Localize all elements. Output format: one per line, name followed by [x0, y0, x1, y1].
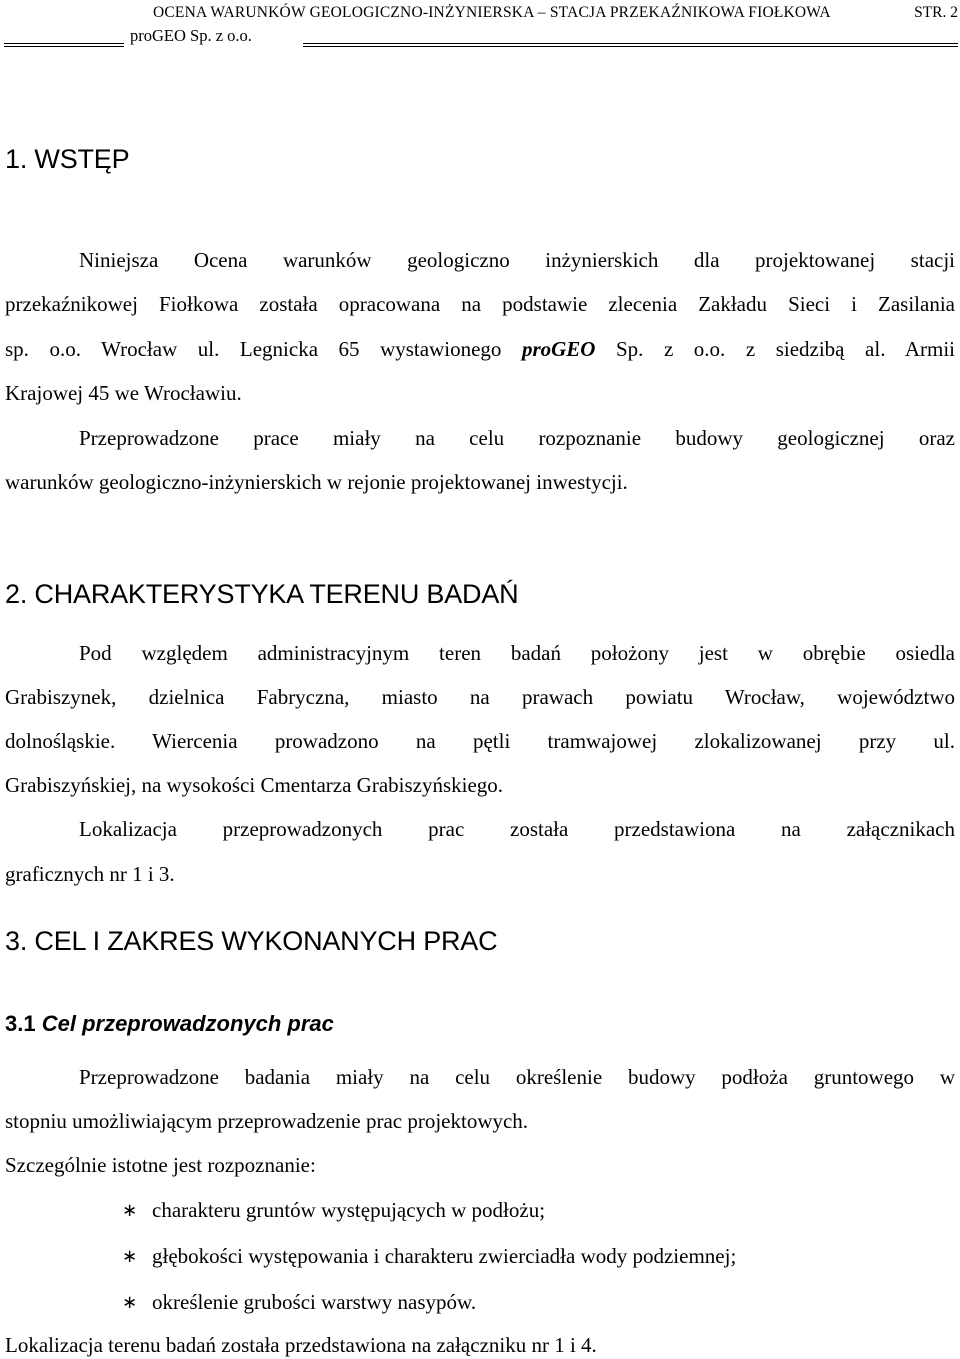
paragraph-line: warunków geologiczno-inżynierskich w rejonie projektowanej inwestycji. — [5, 470, 628, 494]
page-number: STR. 2 — [914, 4, 958, 21]
paragraph-line: Przeprowadzone prace miały na celu rozpoznanie budowy geologicznej oraz — [79, 426, 955, 450]
paragraph-line: Krajowej 45 we Wrocławiu. — [5, 381, 242, 405]
paragraph-line: sp. o.o. Wrocław ul. Legnicka 65 wystawionego proGEO Sp. z o.o. z siedzibą al. Armii — [5, 337, 955, 361]
paragraph-line: Lokalizacja przeprowadzonych prac została przedstawiona na załącznikach — [79, 817, 955, 841]
section-3-heading: 3. CEL I ZAKRES WYKONANYCH PRAC — [5, 926, 498, 956]
bullet-asterisk-icon: ∗ — [122, 1292, 138, 1313]
company-name-emphasis: proGEO — [521, 337, 596, 361]
paragraph-line: Grabiszyńskiej, na wysokości Cmentarza Grabiszyńskiego. — [5, 773, 504, 797]
header-rule-right — [303, 43, 958, 47]
section-1-heading: 1. WSTĘP — [5, 144, 130, 174]
running-header-title — [153, 4, 831, 22]
paragraph-line: Grabiszynek, dzielnica Fabryczna, miasto na prawach powiatu Wrocław, województwo — [5, 685, 955, 709]
list-item: głębokości występowania i charakteru zwierciadła wody podziemnej; — [152, 1244, 737, 1268]
paragraph-line: dolnośląskie. Wiercenia prowadzono na pętli tramwajowej zlokalizowanej przy ul. — [5, 729, 955, 753]
list-item: określenie grubości warstwy nasypów. — [152, 1290, 477, 1314]
bullet-asterisk-icon: ∗ — [122, 1246, 138, 1267]
paragraph-line: graficznych nr 1 i 3. — [5, 862, 175, 886]
bullet-asterisk-icon: ∗ — [122, 1200, 138, 1221]
paragraph-line: Niniejsza Ocena warunków geologiczno inżynierskich dla projektowanej stacji — [79, 248, 955, 272]
header-company: proGEO Sp. z o.o. — [130, 26, 252, 45]
header-title-text: OCENA WARUNKÓW GEOLOGICZNO-INŻYNIERSKA – STACJA PRZEKAŹNIKOWA FIOŁKOWA — [153, 4, 831, 21]
paragraph-line: Pod względem administracyjnym teren badań położony jest w obrębie osiedla — [79, 641, 955, 665]
closing-line: Lokalizacja terenu badań została przedstawiona na załączniku nr 1 i 4. — [5, 1333, 597, 1357]
paragraph-line: przekaźnikowej Fiołkowa została opracowana na podstawie zlecenia Zakładu Sieci i Zasilania — [5, 292, 955, 316]
running-header-company-row — [0, 26, 960, 52]
list-item: charakteru gruntów występujących w podłożu; — [152, 1198, 546, 1222]
section-2-heading: 2. CHARAKTERYSTYKA TERENU BADAŃ — [5, 579, 519, 609]
paragraph-line: stopniu umożliwiającym przeprowadzenie prac projektowych. — [5, 1109, 529, 1133]
list-intro: Szczególnie istotne jest rozpoznanie: — [5, 1153, 316, 1177]
paragraph-line: Przeprowadzone badania miały na celu określenie budowy podłoża gruntowego w — [79, 1065, 955, 1089]
header-rule-left — [4, 43, 124, 47]
subsection-3-1-heading: 3.1 Cel przeprowadzonych prac — [5, 1011, 334, 1036]
